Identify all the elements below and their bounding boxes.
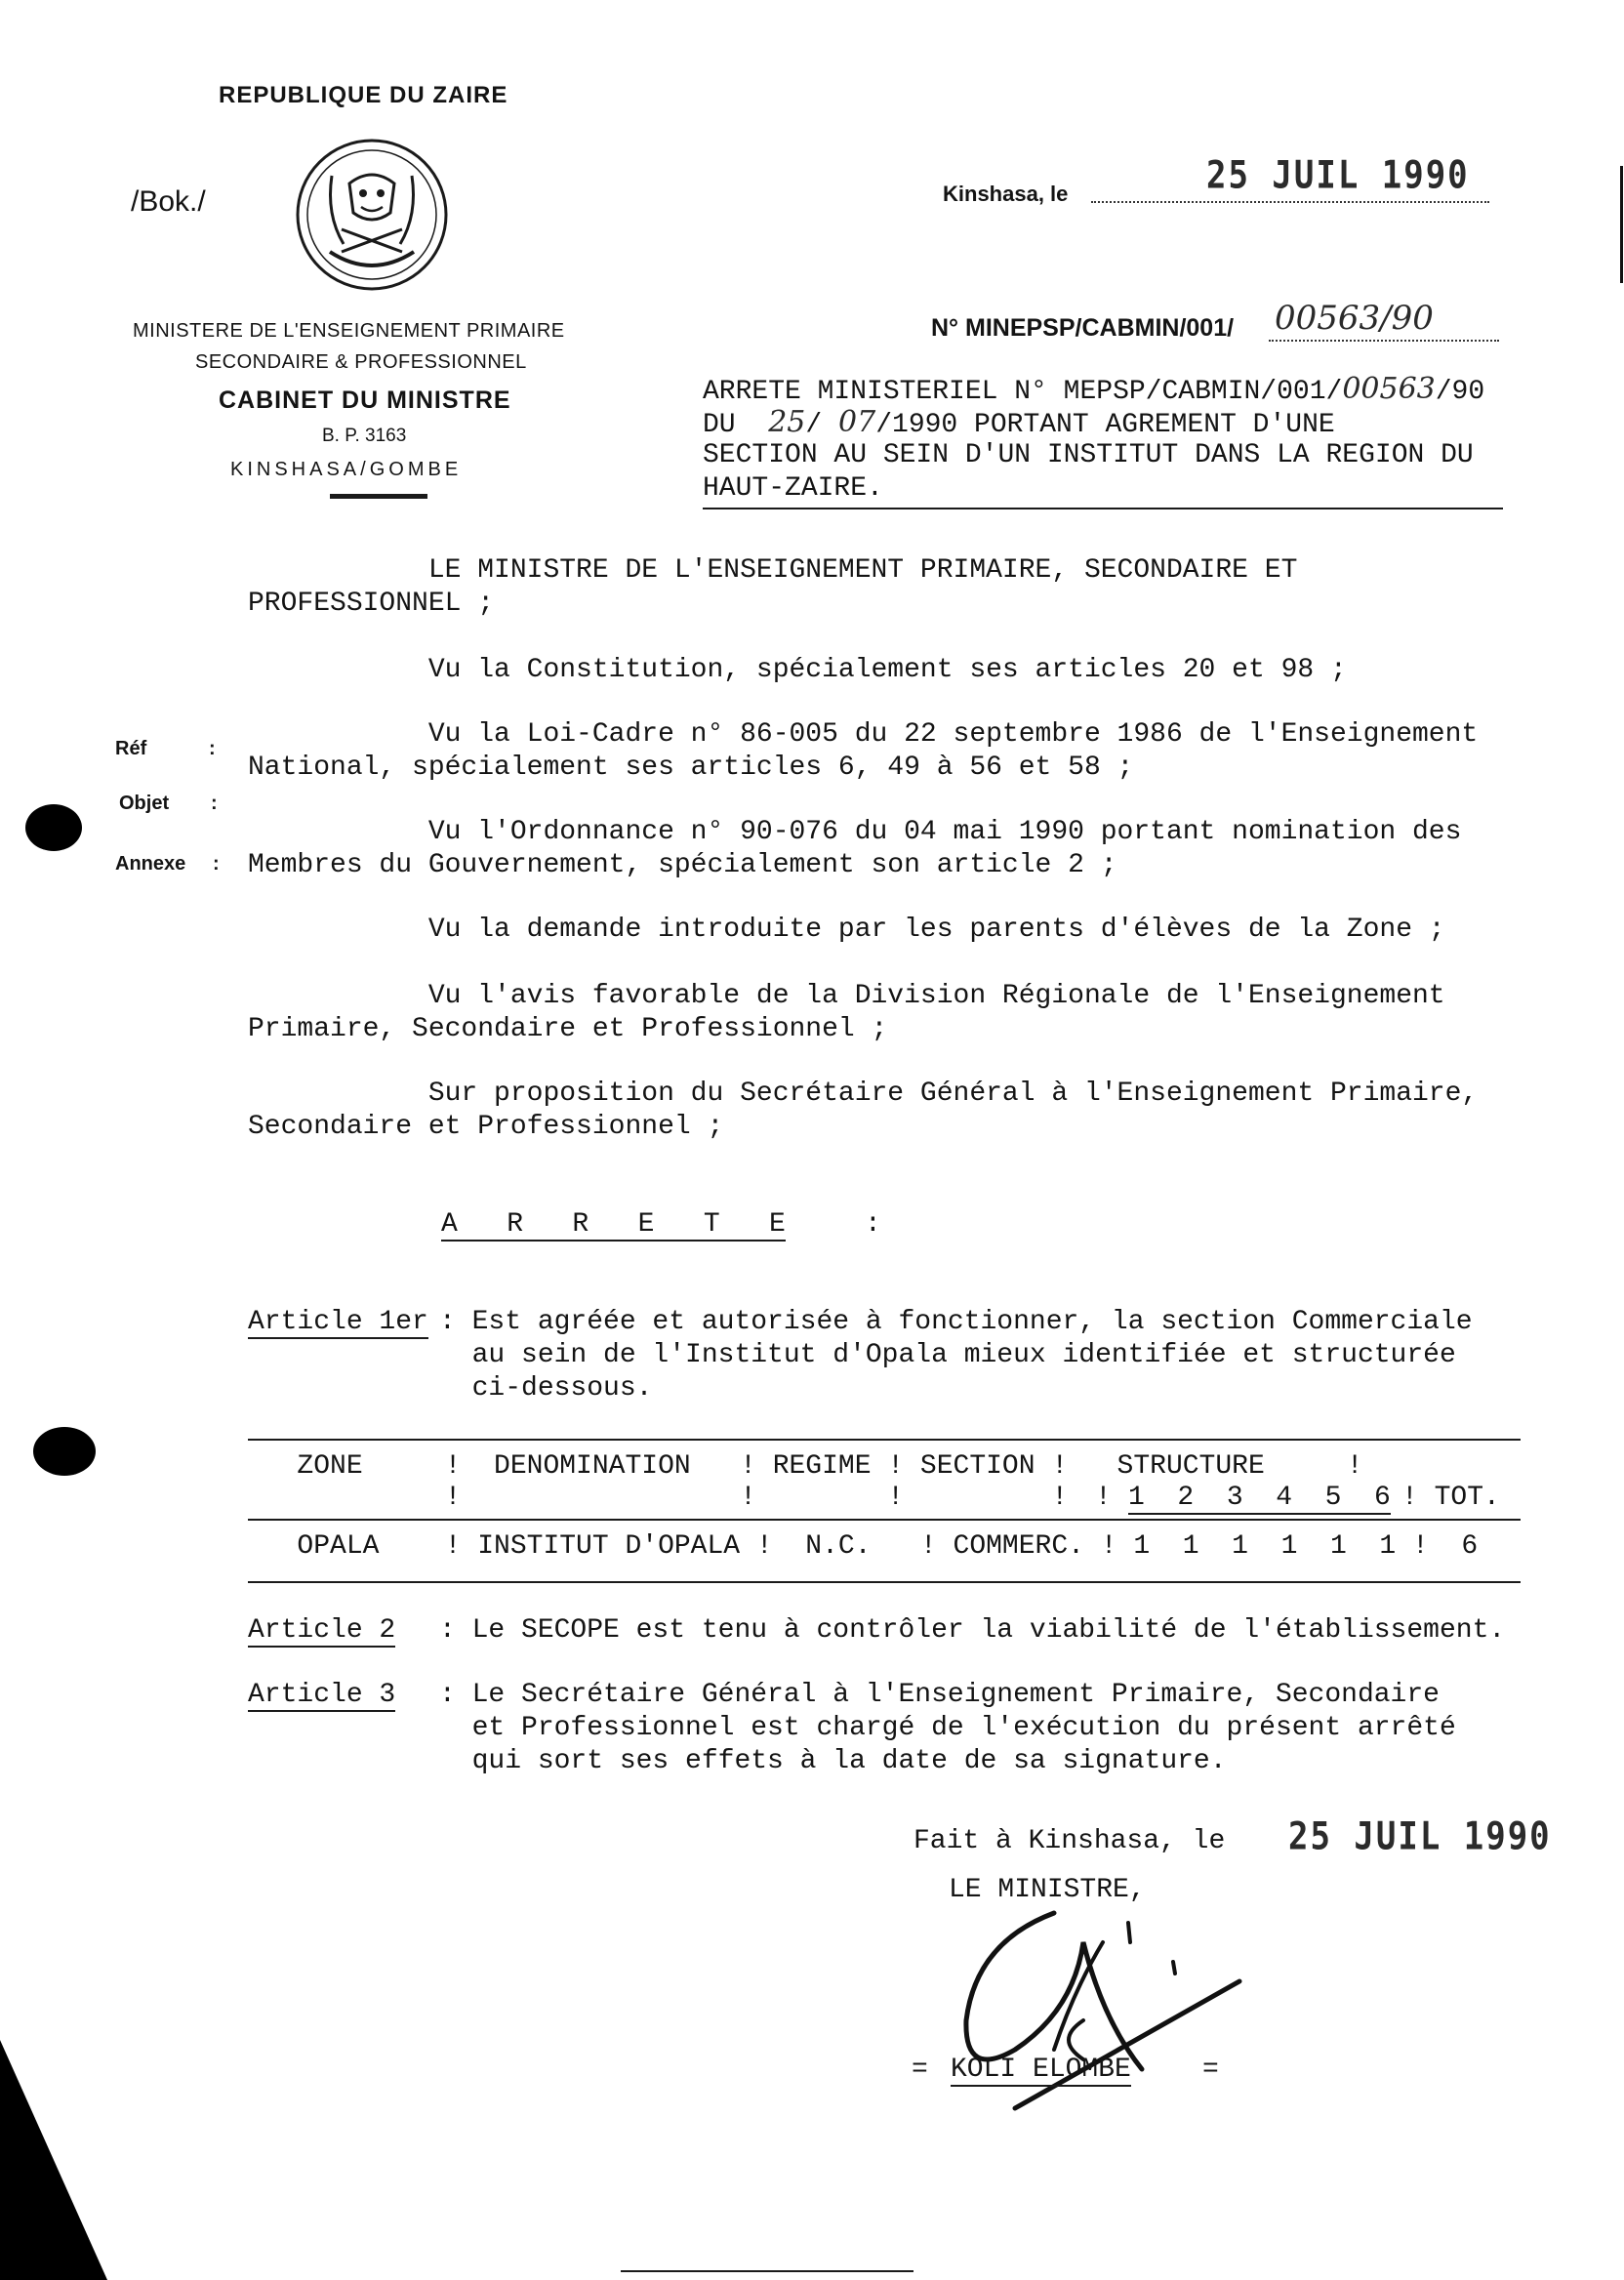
scan-shadow-corner [0,2040,107,2280]
article2-text: : Le SECOPE est tenu à contrôler la viabilité de l'établissement. [439,1615,1506,1646]
city: KINSHASA/GOMBE [230,459,463,480]
article1-line3: ci-dessous. [439,1373,653,1404]
table-header-structure-years: 1 2 3 4 5 6 [1128,1483,1391,1513]
document-number-label: N° MINEPSP/CABMIN/001/ [931,314,1235,342]
reference-mark: /Bok./ [131,185,206,218]
preamble-proposition-line1: Sur proposition du Secrétaire Général à l'Enseignement Primaire, [248,1079,1479,1109]
preamble-vu-loi-line1: Vu la Loi-Cadre n° 86-005 du 22 septembre 1986 de l'Enseignement [248,719,1479,750]
preamble-minister-line1: LE MINISTRE DE L'ENSEIGNEMENT PRIMAIRE, SECONDAIRE ET [248,555,1298,586]
closing-place: Fait à Kinshasa, le [914,1826,1226,1856]
margin-objet-colon: : [211,793,218,814]
punch-hole-upper [25,804,82,851]
article3-label: Article 3 [248,1680,396,1710]
preamble-vu-avis-line2: Primaire, Secondaire et Professionnel ; [248,1014,888,1044]
margin-ref-colon: : [209,738,216,759]
closing-date-stamp: 25 JUIL 1990 [1288,1814,1552,1859]
preamble-vu-demande: Vu la demande introduite par les parents d'élèves de la Zone ; [248,915,1445,945]
table-header-line2: ! ! ! ! [248,1483,1069,1513]
title-line3: SECTION AU SEIN D'UN INSTITUT DANS LA REGION DU [703,440,1474,470]
preamble-vu-constitution: Vu la Constitution, spécialement ses articles 20 et 98 ; [248,655,1347,685]
article1-label: Article 1er [248,1307,428,1337]
table-header-total: ! TOT. [1401,1483,1500,1513]
preamble-vu-ordonnance-line2: Membres du Gouvernement, spécialement son article 2 ; [248,850,1117,880]
arrete-colon: : [865,1209,881,1240]
margin-objet-label: Objet [119,793,170,814]
title-line4: HAUT-ZAIRE. [703,473,883,504]
arrete-heading: A R R E T E [441,1209,786,1240]
cabinet-title: CABINET DU MINISTRE [219,387,511,414]
date-stamp: 25 JUIL 1990 [1206,153,1470,198]
closing-minister-title: LE MINISTRE, [949,1875,1146,1905]
table-header-structure-bang: ! [1095,1483,1112,1513]
preamble-vu-ordonnance-line1: Vu l'Ordonnance n° 90-076 du 04 mai 1990 portant nomination des [248,817,1462,847]
signatory-suffix: = [1202,2055,1219,2085]
preamble-vu-avis-line1: Vu l'avis favorable de la Division Régionale de l'Enseignement [248,981,1445,1011]
signatory-prefix: = [912,2055,928,2085]
number-dotline [1269,340,1499,342]
title-line1: ARRETE MINISTERIEL N° MEPSP/CABMIN/001/00563/90 [703,372,1485,407]
scan-edge-mark [1620,166,1623,283]
article3-line2: et Professionnel est chargé de l'exécution du présent arrêté [439,1713,1456,1743]
article3-line3: qui sort ses effets à la date de sa signature. [439,1746,1227,1776]
punch-hole-lower [33,1427,96,1476]
place-label: Kinshasa, le [943,182,1069,206]
document-number-handwritten: 00563/90 [1275,299,1434,338]
table-top-rule [248,1439,1521,1441]
header-rule [330,494,427,499]
margin-annexe-colon: : [213,853,220,875]
preamble-vu-loi-line2: National, spécialement ses articles 6, 49 à 56 et 58 ; [248,753,1134,783]
republic-title: REPUBLIQUE DU ZAIRE [219,82,508,108]
preamble-minister-line2: PROFESSIONNEL ; [248,589,495,619]
title-rule [703,508,1503,509]
article3-line1: : Le Secrétaire Général à l'Enseignement Primaire, Secondaire [439,1680,1440,1710]
table-bottom-rule [248,1581,1521,1583]
table-header-rule [248,1519,1521,1521]
national-emblem-icon [293,137,451,293]
table-row: OPALA ! INSTITUT D'OPALA ! N.C. ! COMMERC. ! 1 1 1 1 1 1 ! 6 [248,1531,1479,1562]
date-dotline [1091,201,1489,203]
article1-line2: au sein de l'Institut d'Opala mieux identifiée et structurée [439,1340,1456,1370]
footer-rule [621,2270,914,2272]
title-line2: DU 25/ 07/1990 PORTANT AGREMENT D'UNE [703,405,1335,440]
signatory-name: KOLI ELOMBE [951,2055,1131,2085]
ministry-line1: MINISTERE DE L'ENSEIGNEMENT PRIMAIRE [133,320,565,342]
po-box: B. P. 3163 [322,426,407,446]
article2-label: Article 2 [248,1615,396,1646]
article1-line1: : Est agréée et autorisée à fonctionner, la section Commerciale [439,1307,1473,1337]
ministry-line2: SECONDAIRE & PROFESSIONNEL [195,351,527,373]
margin-ref-label: Réf [115,738,147,759]
table-header-line1: ZONE ! DENOMINATION ! REGIME ! SECTION ! STRUCTURE ! [248,1451,1363,1482]
margin-annexe-label: Annexe [115,853,186,875]
preamble-proposition-line2: Secondaire et Professionnel ; [248,1112,724,1142]
